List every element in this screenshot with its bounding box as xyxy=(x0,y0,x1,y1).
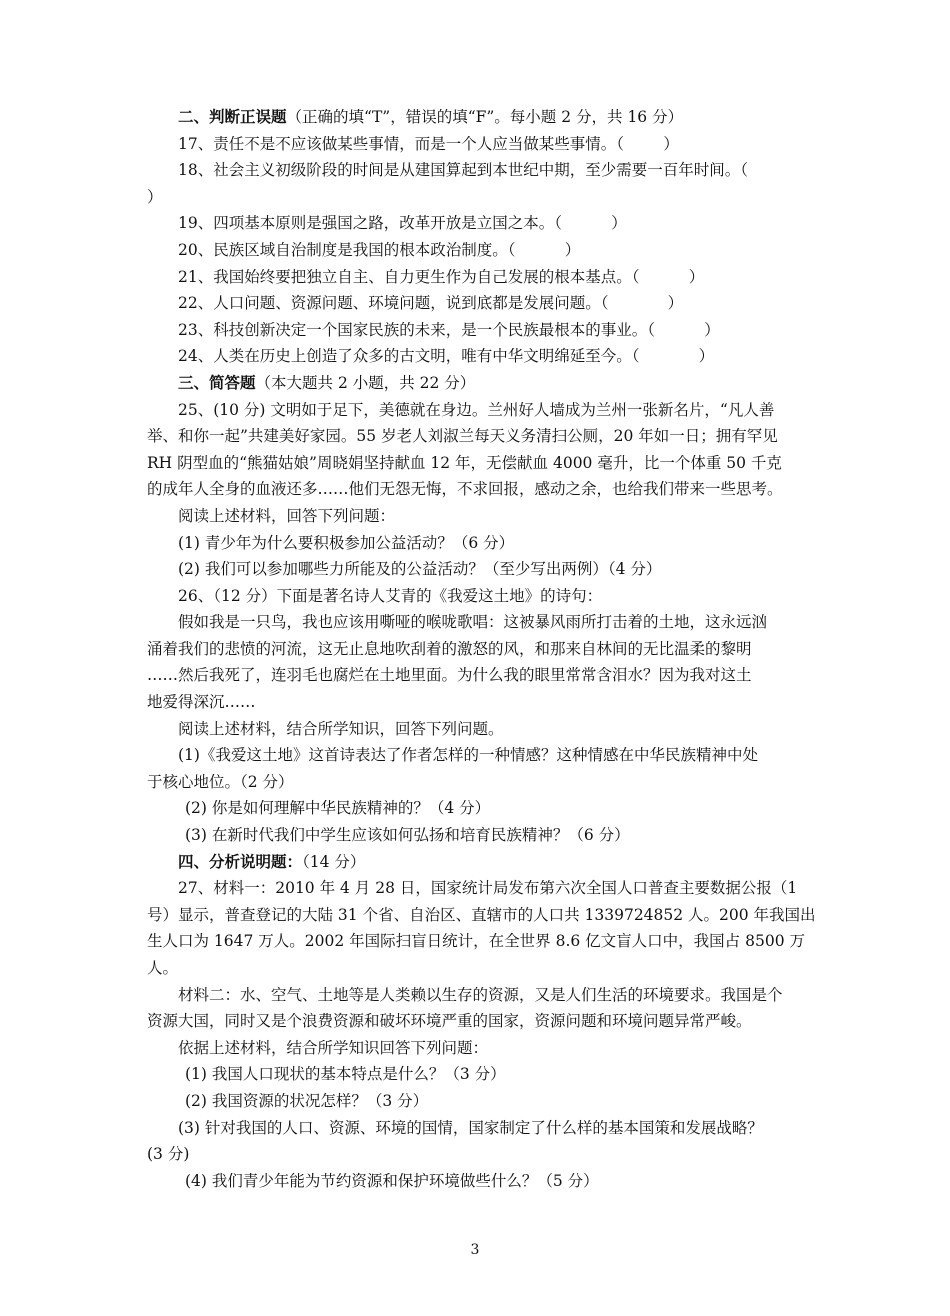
question-26-sub-3: (3) 在新时代我们中学生应该如何弘扬和培育民族精神？（6 分） xyxy=(185,826,630,845)
material-1-line-2: 号）显示，普查登记的大陆 31 个省、自治区、直辖市的人口共 1339724852 人。200 年我国出 xyxy=(147,905,816,924)
question-25-line-4: 的成年人全身的血液还多……他们无怨无悔，不求回报，感动之余，也给我们带来一些思考。 xyxy=(147,480,783,499)
question-18-continued: ） xyxy=(147,187,163,206)
question-27-sub-4: (4) 我们青少年能为节约资源和保护环境做些什么？（5 分） xyxy=(185,1171,599,1190)
section3-title: 三、简答题 xyxy=(178,373,256,392)
question-25-prompt: 阅读上述材料，回答下列问题： xyxy=(178,506,396,525)
material-1-line-3: 生人口为 1647 万人。2002 年国际扫盲日统计，在全世界 8.6 亿文盲人口中，我国占 8500 万 xyxy=(147,932,805,951)
question-26-poem-line-2: 涌着我们的悲愤的河流，这无止息地吹刮着的激怒的风，和那来自林间的无比温柔的黎明 xyxy=(147,639,752,658)
question-26-head: 26、（12 分）下面是著名诗人艾青的《我爱这土地》的诗句： xyxy=(178,586,603,605)
page-content xyxy=(147,104,862,1194)
section4-heading xyxy=(147,849,862,876)
question-26-sub-1-line-2: 于核心地位。（2 分） xyxy=(147,772,294,791)
question-25-sub-2: (2) 我们可以参加哪些力所能及的公益活动？（至少写出两例）（4 分） xyxy=(178,560,662,579)
question-26-poem-line-4: 地爱得深沉…… xyxy=(147,693,256,712)
question-17: 17、责任不是不应该做某些事情，而是一个人应当做某些事情。（ ） xyxy=(178,134,679,153)
material-1-line-4: 人。 xyxy=(147,959,179,977)
question-20: 20、民族区域自治制度是我国的根本政治制度。（ ） xyxy=(178,240,581,259)
section4-note: （14 分） xyxy=(302,852,366,871)
question-25-line-3: RH 阴型血的“熊猫姑娘”周晓娟坚持献血 12 年，无偿献血 4000 毫升，比一个体重 50 千克 xyxy=(147,453,782,472)
question-27-sub-1: (1) 我国人口现状的基本特点是什么？（3 分） xyxy=(185,1065,506,1084)
question-26-sub-2: (2) 你是如何理解中华民族精神的？（4 分） xyxy=(185,799,491,818)
question-21: 21、我国始终要把独立自主、自力更生作为自己发展的根本基点。（ ） xyxy=(178,267,705,286)
section2-heading xyxy=(147,104,862,131)
question-26-sub-1-line-1: (1)《我爱这土地》这首诗表达了作者怎样的一种情感？这种情感在中华民族精神中处 xyxy=(178,746,758,765)
question-25-sub-1: (1) 青少年为什么要积极参加公益活动？（6 分） xyxy=(178,533,515,552)
question-25-line-1: 25、(10 分) 文明如于足下，美德就在身边。兰州好人墙成为兰州一张新名片，“凡人善 xyxy=(178,400,775,419)
question-26-poem-line-1: 假如我是一只鸟，我也应该用嘶哑的喉咙歌唱：这被暴风雨所打击着的土地，这永远汹 xyxy=(178,613,768,632)
material-2-line-2: 资源大国，同时又是个浪费资源和破坏环境严重的国家，资源问题和环境问题异常严峻。 xyxy=(147,1012,752,1031)
section3-note: （本大题共 2 小题，共 22 分） xyxy=(255,373,476,392)
question-26-poem-line-3: ……然后我死了，连羽毛也腐烂在土地里面。为什么我的眼里常常含泪水？因为我对这土 xyxy=(147,666,752,685)
question-25-line-2: 举、和你一起”共建美好家园。55 岁老人刘淑兰每天义务清扫公厕，20 年如一日；拥有罕见 xyxy=(147,427,778,446)
question-24: 24、人类在历史上创造了众多的古文明，唯有中华文明绵延至今。（ ） xyxy=(178,347,715,366)
question-18: 18、社会主义初级阶段的时间是从建国算起到本世纪中期，至少需要一百年时间。（ xyxy=(178,161,748,180)
question-27-prompt: 依据上述材料，结合所学知识回答下列问题： xyxy=(178,1038,489,1057)
question-23: 23、科技创新决定一个国家民族的未来，是一个民族最根本的事业。（ ） xyxy=(178,320,720,339)
section2-note: （正确的填“T”，错误的填“F”。每小题 2 分，共 16 分） xyxy=(286,108,684,126)
material-2-line-1: 材料二：水、空气、土地等是人类赖以生存的资源，又是人们生活的环境要求。我国是个 xyxy=(178,985,783,1004)
section4-title: 四、分析说明题： xyxy=(178,852,303,871)
question-27-sub-2: (2) 我国资源的状况怎样？（3 分） xyxy=(185,1091,429,1110)
question-27-sub-3-line-2: (3 分) xyxy=(147,1145,190,1164)
material-1-line-1: 27、材料一：2010 年 4 月 28 日，国家统计局发布第六次全国人口普查主要数据公报（1 xyxy=(178,879,798,898)
section3-heading xyxy=(147,370,862,397)
page-number: 3 xyxy=(470,1242,480,1258)
section2-title: 二、判断正误题 xyxy=(178,108,287,126)
question-26-prompt: 阅读上述材料，结合所学知识，回答下列问题。 xyxy=(178,719,504,738)
question-27-sub-3-line-1: (3) 针对我国的人口、资源、环境的国情，国家制定了什么样的基本国策和发展战略？ xyxy=(178,1118,763,1137)
question-22: 22、人口问题、资源问题、环境问题，说到底都是发展问题。（ ） xyxy=(178,294,684,313)
question-19: 19、四项基本原则是强国之路，改革开放是立国之本。（ ） xyxy=(178,214,627,233)
